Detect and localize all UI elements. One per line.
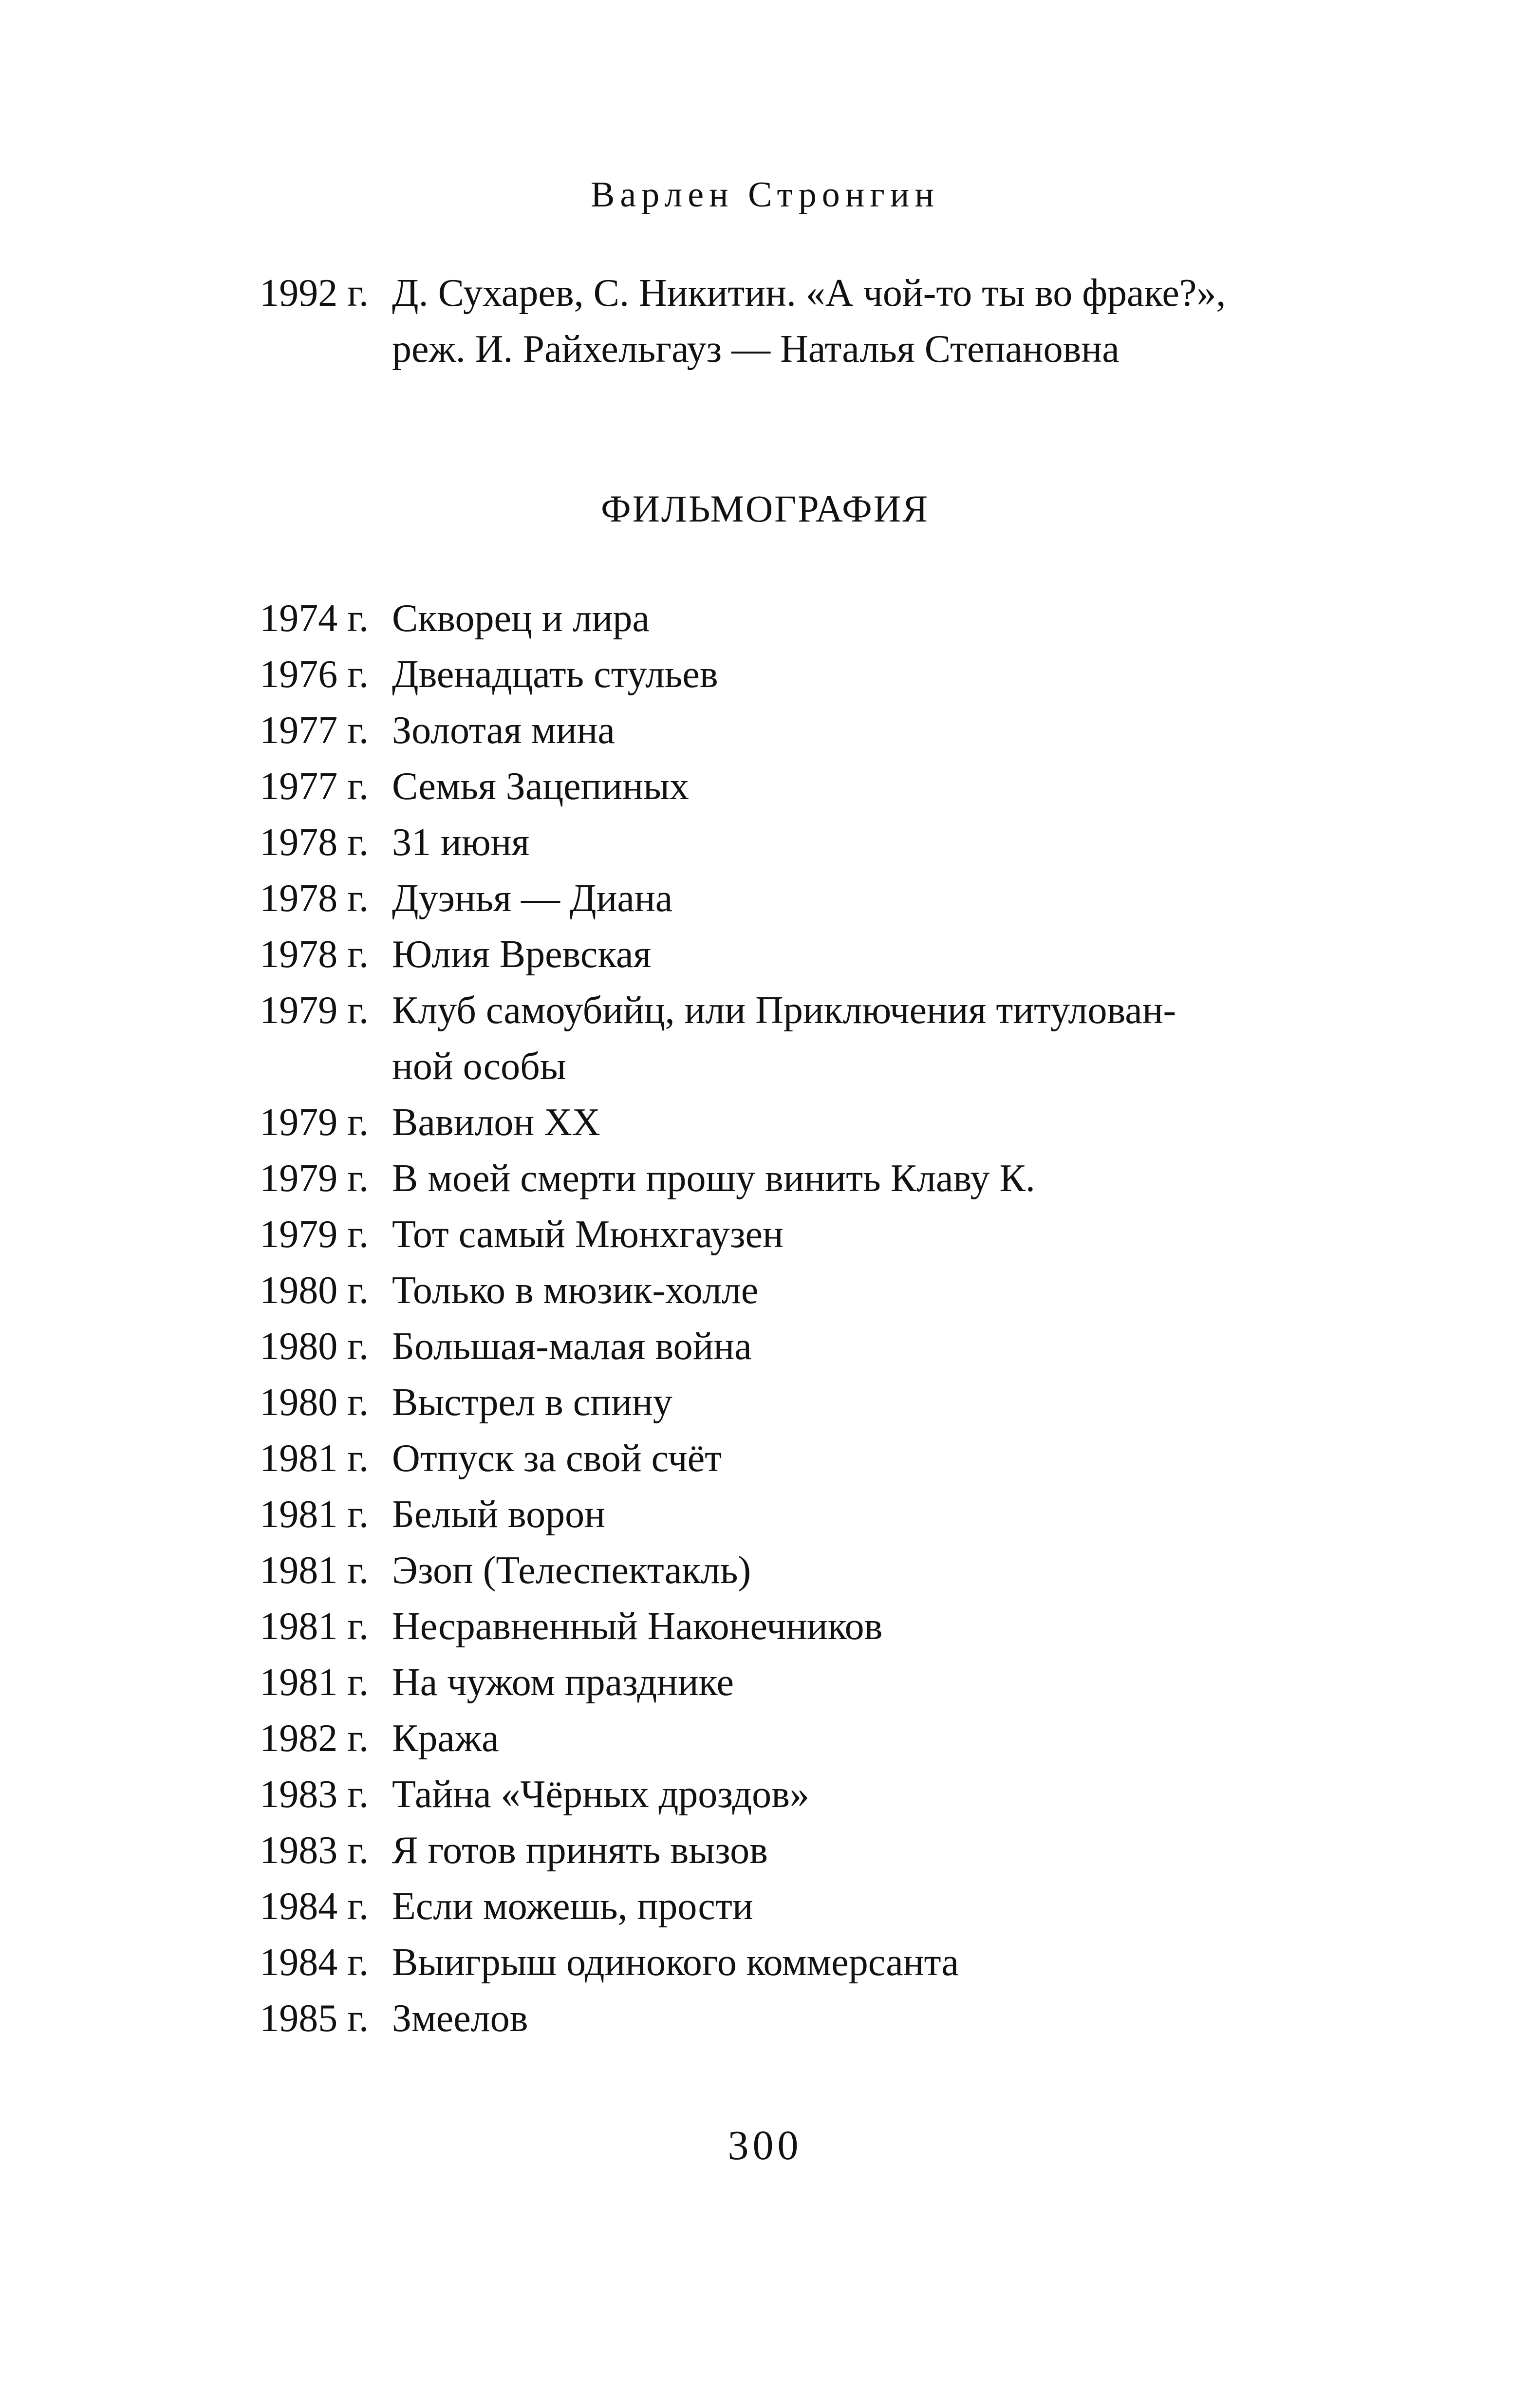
entry-title-line-1: Д. Сухарев, С. Никитин. «А чой-то ты во фраке?», <box>392 272 1226 315</box>
list-item-title: Золотая мина <box>392 709 615 752</box>
list-item-title: Большая-малая война <box>392 1325 752 1368</box>
list-item-title: Несравненный Наконечников <box>392 1605 883 1648</box>
list-item-year: 1977 г. <box>260 765 369 808</box>
list-item-title: Вавилон XX <box>392 1101 600 1144</box>
list-item-title: Эзоп (Телеспектакль) <box>392 1549 751 1592</box>
list-item-year: 1979 г. <box>260 1157 369 1200</box>
list-item-year: 1981 г. <box>260 1493 369 1536</box>
list-item-title: Дуэнья — Диана <box>392 877 673 920</box>
list-item-year: 1981 г. <box>260 1605 369 1648</box>
list-item-title: В моей смерти прошу винить Клаву К. <box>392 1157 1035 1200</box>
list-item-year: 1981 г. <box>260 1661 369 1704</box>
list-item-title: Тот самый Мюнхгаузен <box>392 1213 784 1256</box>
list-item-year: 1976 г. <box>260 653 369 696</box>
list-item-year: 1979 г. <box>260 1213 369 1256</box>
list-item-title: Только в мюзик-холле <box>392 1269 759 1312</box>
page-number: 300 <box>728 2122 802 2168</box>
list-item-title: Если можешь, прости <box>392 1885 753 1928</box>
list-item-year: 1980 г. <box>260 1325 369 1368</box>
list-item-title: Тайна «Чёрных дроздов» <box>392 1773 809 1816</box>
list-item-title: Скворец и лира <box>392 597 650 640</box>
list-item-year: 1982 г. <box>260 1717 369 1760</box>
list-item-year: 1980 г. <box>260 1269 369 1312</box>
list-item-title: Семья Зацепиных <box>392 765 689 808</box>
list-item-year: 1981 г. <box>260 1549 369 1592</box>
list-item-title <box>392 983 1317 1095</box>
list-item-title: Белый ворон <box>392 1493 605 1536</box>
list-item-title: Выстрел в спину <box>392 1381 672 1424</box>
list-item-title: 31 июня <box>392 821 530 864</box>
list-item-year: 1985 г. <box>260 1997 369 2040</box>
list-item-year: 1978 г. <box>260 933 369 976</box>
list-item-year: 1984 г. <box>260 1941 369 1984</box>
list-item-year: 1978 г. <box>260 877 369 920</box>
list-item-title: Змеелов <box>392 1997 528 2040</box>
entry-year: 1992 г. <box>260 272 369 315</box>
list-item-title: Кража <box>392 1717 499 1760</box>
running-head: Варлен Стронгин <box>591 175 939 215</box>
list-item-year: 1984 г. <box>260 1885 369 1928</box>
list-item-title: Я готов принять вызов <box>392 1829 768 1872</box>
list-item-year: 1980 г. <box>260 1381 369 1424</box>
section-heading: ФИЛЬМОГРАФИЯ <box>600 487 930 530</box>
list-item-year: 1979 г. <box>260 1101 369 1144</box>
list-item-year: 1983 г. <box>260 1829 369 1872</box>
list-item-year: 1979 г. <box>260 989 369 1032</box>
list-item-title-line-1: Клуб самоубийц, или Приключения титулован- <box>392 989 1176 1032</box>
entry-title-line-2: реж. И. Райхельгауз — Наталья Степановна <box>392 328 1120 371</box>
list-item-title: Двенадцать стульев <box>392 653 718 696</box>
list-item-year: 1981 г. <box>260 1437 369 1480</box>
list-item-year: 1978 г. <box>260 821 369 864</box>
list-item-title: Отпуск за свой счёт <box>392 1437 722 1480</box>
list-item-title: Выигрыш одинокого коммерсанта <box>392 1941 959 1984</box>
list-item-year: 1974 г. <box>260 597 369 640</box>
list-item-year: 1983 г. <box>260 1773 369 1816</box>
list-item-title: На чужом празднике <box>392 1661 734 1704</box>
list-item-title: Юлия Вревская <box>392 933 652 976</box>
entry-title <box>392 265 1317 377</box>
list-item-title-line-2: ной особы <box>392 1045 566 1088</box>
list-item-year: 1977 г. <box>260 709 369 752</box>
